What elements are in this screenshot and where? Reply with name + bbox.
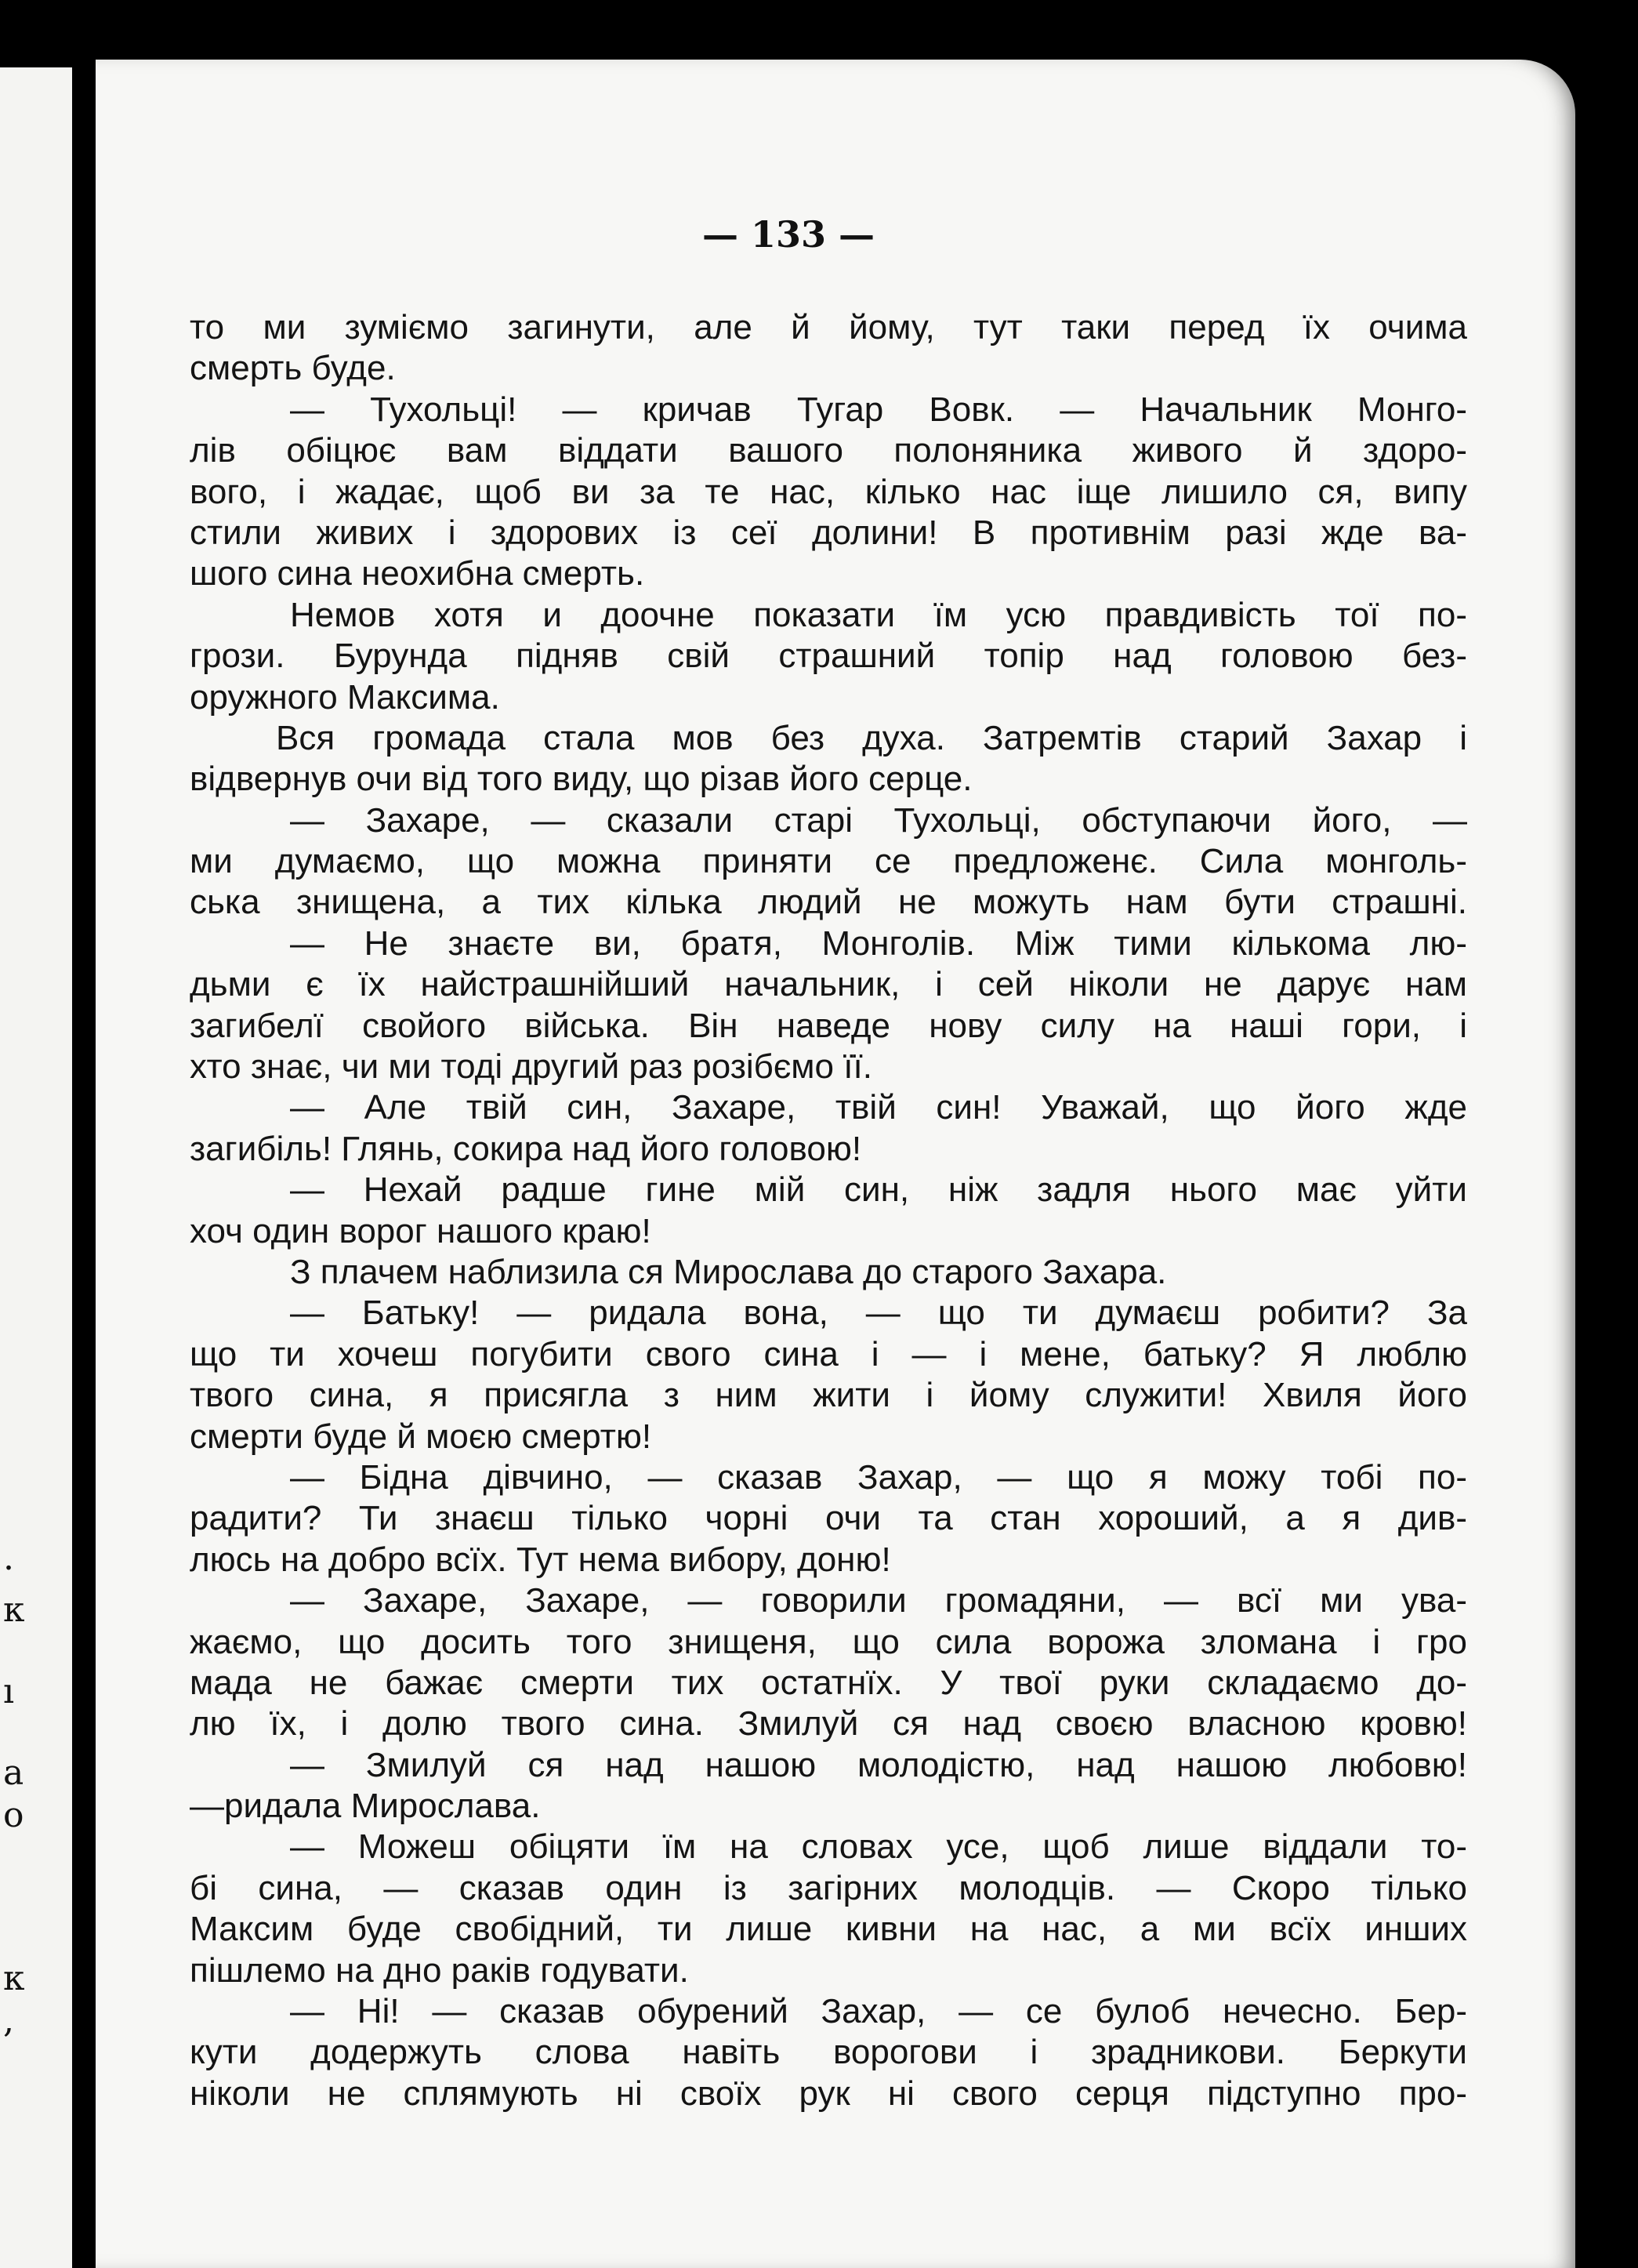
text-line: бі сина, — сказав один із загірних молодців. — Скоро тілько xyxy=(190,1868,1467,1907)
text-line: Вся громада стала мов без духа. Затремтів старий Захар і xyxy=(276,718,1467,757)
text-line: —ридала Мирослава. xyxy=(190,1787,541,1826)
text-line: відвернув очи від того виду, що різав його серце. xyxy=(190,760,973,799)
text-line: Немов хотя и доочне показати їм усю правдивість тої по- xyxy=(290,595,1467,634)
edge-glyph: , xyxy=(3,2001,14,2041)
page-number: — 133 — xyxy=(701,213,875,256)
edge-glyph: . xyxy=(3,1538,14,1578)
text-line: — Але твій син, Захаре, твій син! Уважай, що його жде xyxy=(290,1088,1467,1127)
text-line: люсь на добро всїх. Тут нема вибору, доню! xyxy=(190,1540,891,1579)
text-line: — Нехай радше гине мій син, ніж задля нього має уйти xyxy=(290,1170,1467,1210)
text-line: ська знищена, а тих кілька людий не можуть нам бути страшні. xyxy=(190,883,1467,922)
text-line: смерти буде й моєю смертю! xyxy=(190,1417,652,1456)
text-line: — Захаре, Захаре, — говорили громадяни, — всї ми ува- xyxy=(290,1581,1467,1620)
text-line: лю їх, і долю твого сина. Змилуй ся над своєю власною кровю! xyxy=(190,1704,1467,1744)
text-line: дьми є їх найстрашнійший начальник, і сей ніколи не дарує нам xyxy=(190,965,1467,1004)
text-line: — Ні! — сказав обурений Захар, — се булоб нечесно. Бер- xyxy=(290,1992,1467,2031)
facing-page-edge xyxy=(0,67,72,2268)
text-line: — Батьку! — ридала вона, — що ти думаєш робити? За xyxy=(290,1294,1467,1333)
text-line: радити? Ти знаєш тілько чорні очи та стан хороший, а я див- xyxy=(190,1499,1467,1538)
text-line: смерть буде. xyxy=(190,349,396,388)
text-line: Максим буде свобідний, ти лише кивни на нас, а ми всїх инших xyxy=(190,1910,1467,1949)
text-line: хто знає, чи ми тоді другий раз розібємо її. xyxy=(190,1047,872,1087)
text-line: жаємо, що досить того знищеня, що сила ворожа зломана і гро xyxy=(190,1622,1467,1661)
text-line: кути додержуть слова навіть ворогови і зрадникови. Беркути xyxy=(190,2033,1467,2072)
book-spine xyxy=(72,67,96,2268)
text-line: лів обіцює вам віддати вашого полоняника живого й здоро- xyxy=(190,431,1467,470)
text-line: пішлемо на дно раків годувати. xyxy=(190,1950,689,1990)
text-line: твого сина, я присягла з ним жити і йому служити! Хвиля його xyxy=(190,1376,1467,1415)
text-line: хоч один ворог нашого краю! xyxy=(190,1211,651,1250)
text-line: оружного Максима. xyxy=(190,677,500,717)
text-line: — Тухольці! — кричав Тугар Вовк. — Начальник Монго- xyxy=(290,390,1467,429)
text-line: ми думаємо, що можна приняти се предложенє. Сила монголь- xyxy=(190,842,1467,881)
text-line: стили живих і здорових із сеї долини! В противнім разі жде ва- xyxy=(190,513,1467,552)
text-line: то ми зуміємо загинути, але й йому, тут таки перед їх очима xyxy=(190,308,1467,347)
edge-glyph: ı xyxy=(3,1671,15,1711)
body-text xyxy=(190,307,1467,2114)
text-line: мада не бажає смерти тих остатнїх. У твої руки складаємо до- xyxy=(190,1663,1467,1702)
text-line: ніколи не сплямують ні своїх рук ні свого серця підступно про- xyxy=(190,2074,1467,2113)
edge-glyph: κ xyxy=(3,1590,25,1630)
text-line: З плачем наблизила ся Мирослава до старого Захара. xyxy=(290,1252,1167,1291)
text-line: — Бідна дівчино, — сказав Захар, — що я можу тобі по- xyxy=(290,1457,1467,1497)
text-line: загибелї свойого війська. Він наведе нову силу на наші гори, і xyxy=(190,1006,1467,1045)
text-line: грози. Бурунда підняв свій страшний топір над головою без- xyxy=(190,637,1467,676)
text-line: — Можеш обіцяти їм на словах усе, щоб лише віддали то- xyxy=(290,1827,1467,1867)
edge-glyph: a xyxy=(3,1753,24,1793)
text-line: вого, і жадає, щоб ви за те нас, кілько нас іще лишило ся, випу xyxy=(190,472,1467,511)
text-line: що ти хочеш погубити свого сина і — і мене, батьку? Я люблю xyxy=(190,1334,1467,1374)
edge-glyph: κ xyxy=(3,1958,25,1998)
book-page xyxy=(96,60,1575,2268)
text-line: шого сина неохибна смерть. xyxy=(190,554,645,593)
text-line: — Змилуй ся над нашою молодістю, над нашою любовю! xyxy=(290,1745,1467,1784)
edge-glyph: o xyxy=(3,1795,24,1835)
text-line: — Не знаєте ви, братя, Монголів. Між тими кількома лю- xyxy=(290,924,1467,963)
text-line: — Захаре, — сказали старі Тухольці, обступаючи його, — xyxy=(290,800,1467,840)
text-line: загибіль! Глянь, сокира над його головою! xyxy=(190,1129,862,1168)
